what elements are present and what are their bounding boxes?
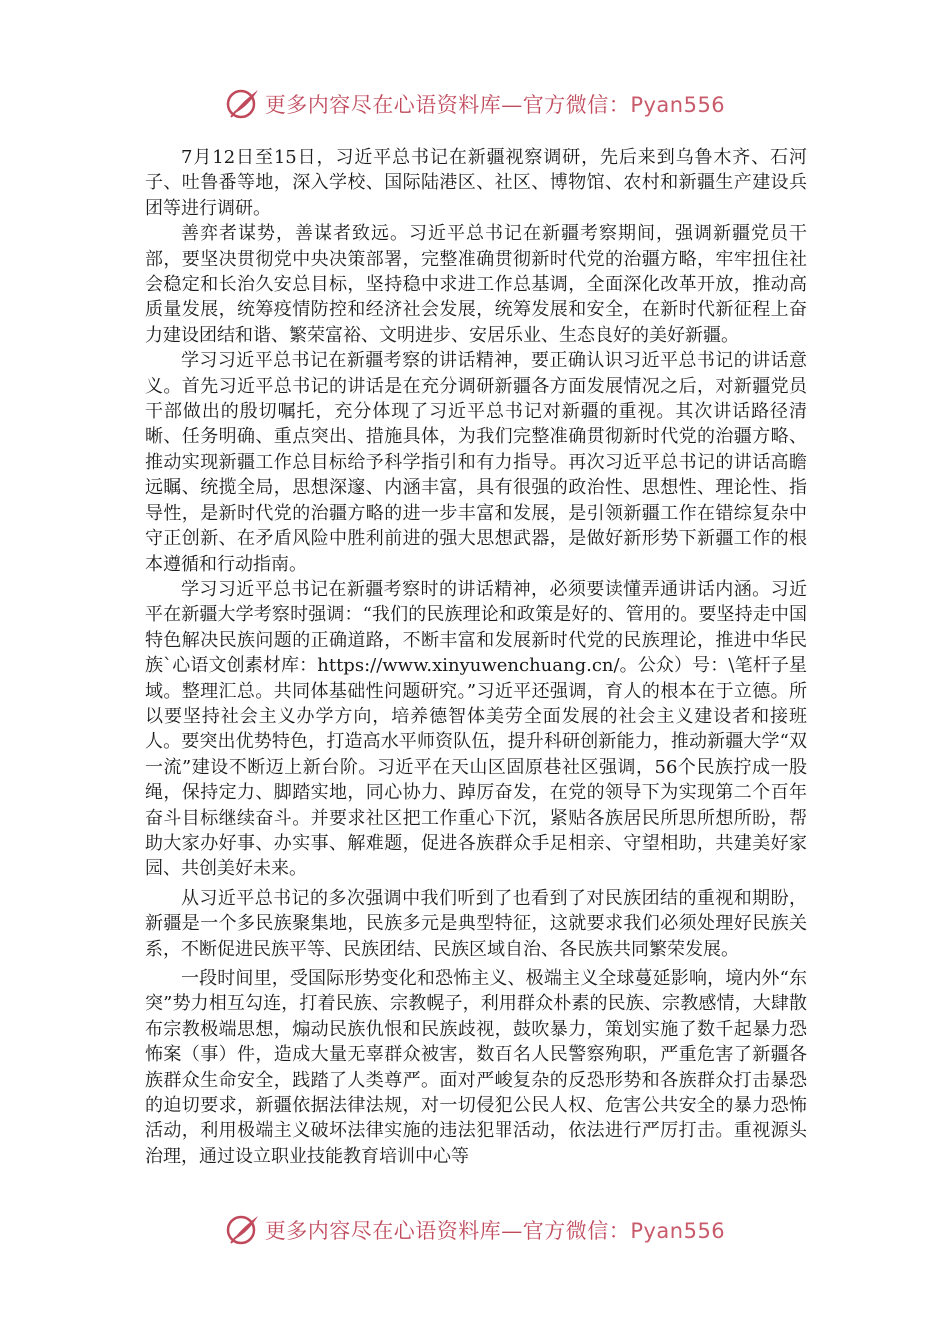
paragraph-4: 学习习近平总书记在新疆考察时的讲话精神，必须要读懂弄通讲话内涵。习近平在新疆大学考察时强调：“我们的民族理论和政策是好的、管用的。要坚持走中国特色解决民族问题的正确道路，不断丰富和发展新时代党的民族理论，推进中华民族`心语文创素材库：https://www.xinyuwenchuang.cn/。公众）号：\笔杆子星域。整理汇总。共同体基础性问题研究。”习近平还强调，育人的根本在于立德。所以要坚持社会主义办学方向，培养德智体美劳全面发展的社会主义建设者和接班人。要突出优势特色，打造高水平师资队伍，提升科研创新能力，推动新疆大学“双一流”建设不断迈上新台阶。习近平在天山区固原巷社区强调，56个民族拧成一股绳，保持定力、脚踏实地，同心协力、踔厉奋发，在党的领导下为实现第二个百年奋斗目标继续奋斗。并要求社区把工作重心下沉，紧贴各族居民所思所想所盼，帮助大家办好事、办实事、解难题，促进各族群众手足相亲、守望相助，共建美好家园、共创美好未来。: [145, 578, 807, 880]
banner-handle: Pyan556: [630, 93, 726, 117]
paragraph-1: 7月12日至15日，习近平总书记在新疆视察调研，先后来到乌鲁木齐、石河子、吐鲁番等地，深入学校、国际陆港区、社区、博物馆、农村和新疆生产建设兵团等进行调研。: [145, 147, 807, 219]
paragraph-2: 善弈者谋势，善谋者致远。习近平总书记在新疆考察期间，强调新疆党员干部，要坚决贯彻党中央决策部署，完整准确贯彻新时代党的治疆方略，牢牢扭住社会稳定和长治久安总目标，坚持稳中求进工作总基调，全面深化改革开放，推动高质量发展，统筹疫情防控和经济社会发展，统筹发展和安全，在新时代新征程上奋力建设团结和谐、繁荣富裕、文明进步、安居乐业、生态良好的美好新疆。: [145, 223, 807, 346]
header-banner: [0, 84, 950, 124]
banner-title: 更多内容尽在心语资料库—官方微信：: [264, 1219, 631, 1243]
banner-title: 更多内容尽在心语资料库—官方微信：: [264, 93, 631, 117]
quill-logo-icon: [225, 86, 261, 122]
paragraph-5: 从习近平总书记的多次强调中我们听到了也看到了对民族团结的重视和期盼，新疆是一个多民族聚集地，民族多元是典型特征，这就要求我们必须处理好民族关系，不断促进民族平等、民族团结、民族区域自治、各民族共同繁荣发展。: [145, 887, 807, 960]
banner-handle: Pyan556: [630, 1219, 726, 1243]
paragraph-3: 学习习近平总书记在新疆考察的讲话精神，要正确认识习近平总书记的讲话意义。首先习近平总书记的讲话是在充分调研新疆各方面发展情况之后，对新疆党员干部做出的殷切嘱托，充分体现了习近平总书记对新疆的重视。其次讲话路径清晰、任务明确、重点突出、措施具体，为我们完整准确贯彻新时代党的治疆方略、推动实现新疆工作总目标给予科学指引和有力指导。再次习近平总书记的讲话高瞻远瞩、统揽全局，思想深邃、内涵丰富，具有很强的政治性、思想性、理论性、指导性，是新时代党的治疆方略的进一步丰富和发展，是引领新疆工作在错综复杂中守正创新、在矛盾风险中胜利前进的强大思想武器，是做好新形势下新疆工作的根本遵循和行动指南。: [145, 350, 807, 575]
paragraph-6: 一段时间里，受国际形势变化和恐怖主义、极端主义全球蔓延影响，境内外“东突”势力相互勾连，打着民族、宗教幌子，利用群众朴素的民族、宗教感情，大肆散布宗教极端思想，煽动民族仇恨和民族歧视，鼓吹暴力，策划实施了数千起暴力恐怖案（事）件，造成大量无辜群众被害，数百名人民警察殉职，严重危害了新疆各族群众生命安全，践踏了人类尊严。面对严峻复杂的反恐形势和各族群众打击暴恐的迫切要求，新疆依据法律法规，对一切侵犯公民人权、危害公共安全的暴力恐怖活动，利用极端主义破坏法律实施的违法犯罪活动，依法进行严厉打击。重视源头治理，通过设立职业技能教育培训中心等: [145, 968, 807, 1167]
footer-banner: [0, 1210, 950, 1250]
quill-logo-icon: [225, 1212, 261, 1248]
banner-text: [265, 1215, 725, 1245]
article-body: [145, 145, 807, 1169]
banner-text: [265, 89, 725, 119]
